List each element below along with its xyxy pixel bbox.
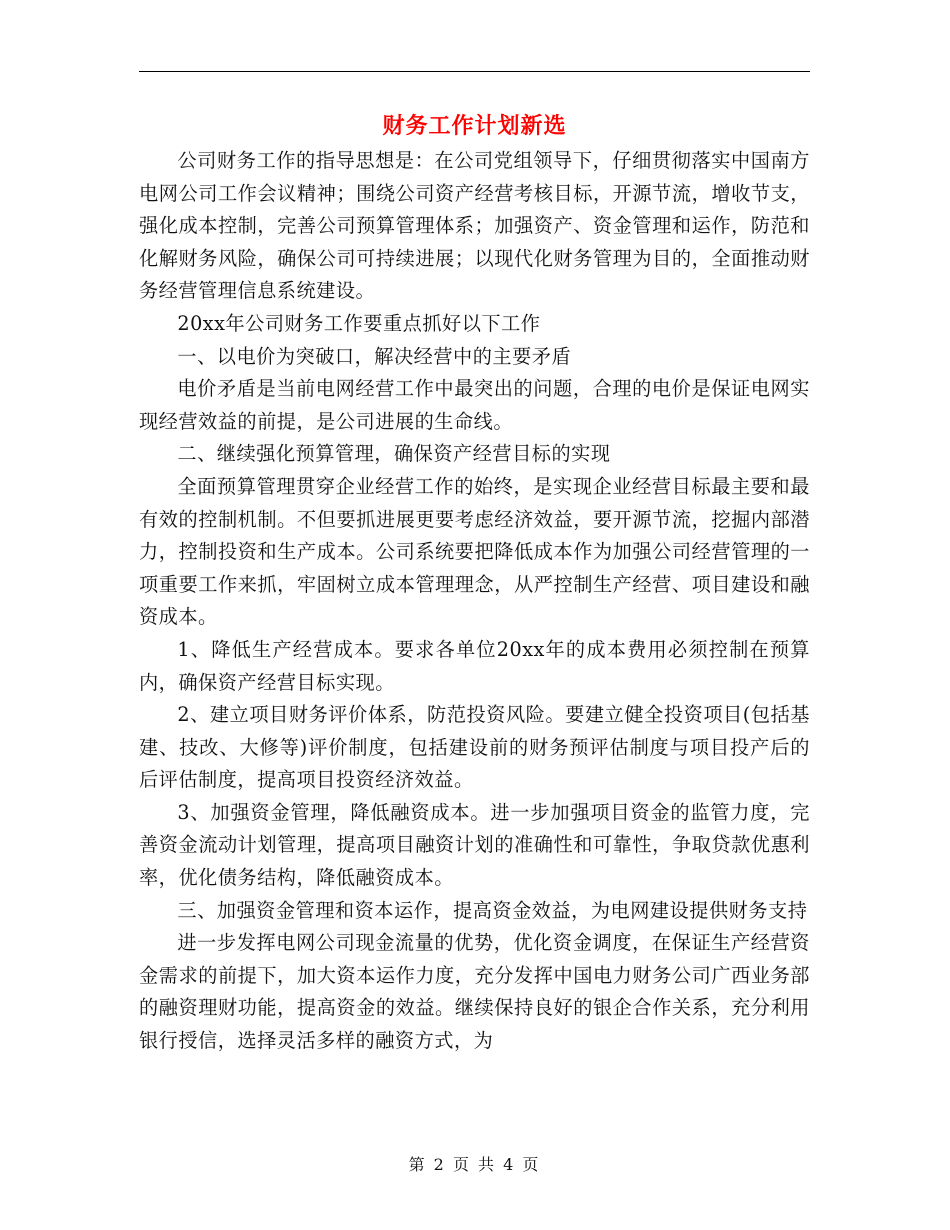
paragraph-capital-operation: 进一步发挥电网公司现金流量的优势，优化资金调度，在保证生产经营资金需求的前提下，加大资本运作力度，充分发挥中国电力财务公司广西业务部的融资理财功能，提高资金的效益。继续保持良好的银企合作关系，充分利用银行授信，选择灵活多样的融资方式，为 (139, 931, 810, 1053)
section-heading-2: 二、继续强化预算管理，确保资产经营目标的实现 (177, 442, 611, 466)
list-item-3: 3、加强资金管理，降低融资成本。进一步加强项目资金的监管力度，完善资金流动计划管理，提高项目融资计划的准确性和可靠性，争取贷款优惠利率，优化债务结构，降低融资成本。 (139, 800, 810, 890)
paragraph-electricity-price: 电价矛盾是当前电网经营工作中最突出的问题，合理的电价是保证电网实现经营效益的前提，是公司进展的生命线。 (139, 377, 810, 433)
paragraph-guiding-ideology: 公司财务工作的指导思想是：在公司党组领导下，仔细贯彻落实中国南方电网公司工作会议精神；围绕公司资产经营考核目标，开源节流，增收节支，强化成本控制，完善公司预算管理体系；加强资产、资金管理和运作，防范和化解财务风险，确保公司可持续进展；以现代化财务管理为目的，全面推动财务经营管理信息系统建设。 (139, 149, 810, 303)
section-heading-3: 三、加强资金管理和资本运作，提高资金效益，为电网建设提供财务支持 (177, 898, 808, 922)
document-body (139, 145, 810, 1058)
list-item-1: 1、降低生产经营成本。要求各单位20xx年的成本费用必须控制在预算内，确保资产经营目标实现。 (139, 637, 810, 694)
paragraph-budget-management: 全面预算管理贯穿企业经营工作的始终，是实现企业经营目标最主要和最有效的控制机制。不但要抓进展更要考虑经济效益，要开源节流，挖掘内部潜力，控制投资和生产成本。公司系统要把降低成本作为加强公司经营管理的一项重要工作来抓，牢固树立成本管理理念，从严控制生产经营、项目建设和融资成本。 (139, 474, 810, 629)
document-title: 财务工作计划新选 (382, 113, 567, 139)
list-item-2: 2、建立项目财务评价体系，防范投资风险。要建立健全投资项目(包括基建、技改、大修等)评价制度，包括建设前的财务预评估制度与项目投产后的后评估制度，提高项目投资经济效益。 (139, 703, 810, 792)
section-heading-1: 一、以电价为突破口，解决经营中的主要矛盾 (177, 344, 572, 368)
header-rule (139, 71, 810, 72)
paragraph-key-tasks-intro: 20xx年公司财务工作要重点抓好以下工作 (177, 311, 541, 335)
page-footer: 第 2 页 共 4 页 (408, 1155, 541, 1174)
